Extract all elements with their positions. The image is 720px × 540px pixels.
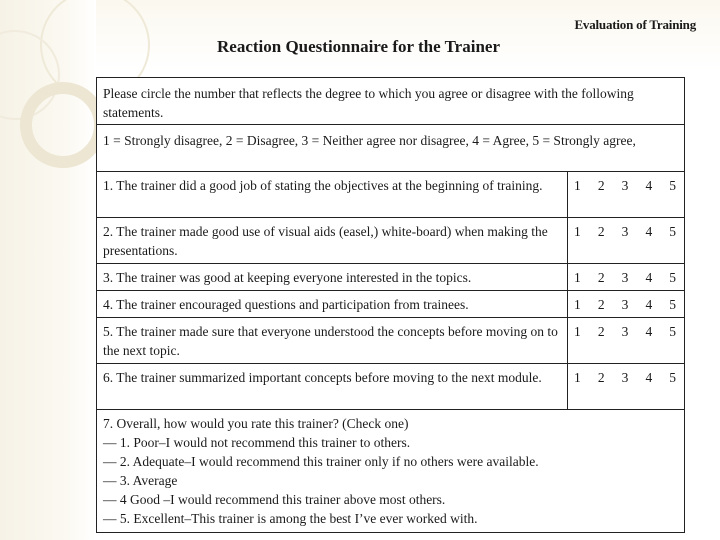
rating-option-5[interactable]: 5 [669, 178, 676, 193]
overall-option-1[interactable]: — 1. Poor–I would not recommend this trainer to others. [103, 435, 411, 450]
rating-option-1[interactable]: 1 [574, 324, 581, 339]
rating-option-4[interactable]: 4 [645, 270, 653, 285]
overall-option-3[interactable]: — 3. Average [103, 473, 178, 488]
question-row [97, 172, 684, 218]
rating-option-2[interactable]: 2 [597, 224, 605, 239]
instructions-row [97, 78, 684, 125]
rating-option-5[interactable]: 5 [669, 324, 676, 339]
rating-option-2[interactable]: 2 [597, 324, 605, 339]
rating-option-1[interactable]: 1 [574, 178, 581, 193]
rating-option-4[interactable]: 4 [645, 178, 653, 193]
overall-question: 7. Overall, how would you rate this trainer? (Check one) [103, 416, 409, 431]
page-title: Reaction Questionnaire for the Trainer [217, 37, 500, 56]
rating-option-5[interactable]: 5 [669, 370, 676, 385]
overall-option-4[interactable]: — 4 Good –I would recommend this trainer above most others. [103, 492, 446, 507]
instructions-text: Please circle the number that reflects the degree to which you agree or disagree with the following statements. [103, 86, 634, 120]
rating-scale [567, 218, 684, 263]
question-text: 2. The trainer made good use of visual aids (easel,) white-board) when making the presentations. [103, 224, 548, 258]
legend-row [97, 125, 684, 172]
overall-option-2[interactable]: — 2. Adequate–I would recommend this trainer only if no others were available. [103, 454, 539, 469]
rating-option-2[interactable]: 2 [597, 297, 605, 312]
rating-scale [567, 364, 684, 409]
rating-option-5[interactable]: 5 [669, 224, 676, 239]
section-header: Evaluation of Training [574, 17, 696, 32]
rating-option-3[interactable]: 3 [621, 224, 629, 239]
rating-scale [567, 318, 684, 363]
rating-option-3[interactable]: 3 [621, 178, 629, 193]
rating-option-1[interactable]: 1 [574, 224, 581, 239]
question-text: 1. The trainer did a good job of stating the objectives at the beginning of training. [103, 178, 543, 193]
rating-option-4[interactable]: 4 [645, 324, 653, 339]
rating-option-4[interactable]: 4 [645, 370, 653, 385]
rating-option-2[interactable]: 2 [597, 178, 605, 193]
rating-scale [567, 264, 684, 290]
question-text: 4. The trainer encouraged questions and participation from trainees. [103, 297, 469, 312]
rating-option-3[interactable]: 3 [621, 370, 629, 385]
question-text: 3. The trainer was good at keeping everyone interested in the topics. [103, 270, 472, 285]
rating-option-5[interactable]: 5 [669, 270, 676, 285]
rating-option-4[interactable]: 4 [645, 224, 653, 239]
rating-option-1[interactable]: 1 [574, 370, 581, 385]
question-text: 5. The trainer made sure that everyone understood the concepts before moving on to the next topic. [103, 324, 558, 358]
overall-rating-row [97, 410, 684, 532]
question-text: 6. The trainer summarized important concepts before moving to the next module. [103, 370, 542, 385]
overall-option-5[interactable]: — 5. Excellent–This trainer is among the best I’ve ever worked with. [103, 511, 478, 526]
rating-option-2[interactable]: 2 [597, 270, 605, 285]
question-row [97, 364, 684, 410]
rating-option-4[interactable]: 4 [645, 297, 653, 312]
scale-legend: 1 = Strongly disagree, 2 = Disagree, 3 = Neither agree nor disagree, 4 = Agree, 5 = Strongly agree, [103, 133, 636, 148]
rating-option-5[interactable]: 5 [669, 297, 676, 312]
question-row [97, 264, 684, 291]
rating-option-3[interactable]: 3 [621, 324, 629, 339]
rating-scale [567, 291, 684, 317]
rating-option-1[interactable]: 1 [574, 270, 581, 285]
questionnaire-table [96, 77, 685, 533]
decorative-ring [20, 82, 106, 168]
rating-option-3[interactable]: 3 [621, 270, 629, 285]
question-row [97, 291, 684, 318]
rating-option-1[interactable]: 1 [574, 297, 581, 312]
rating-option-2[interactable]: 2 [597, 370, 605, 385]
rating-option-3[interactable]: 3 [621, 297, 629, 312]
question-row [97, 218, 684, 264]
question-row [97, 318, 684, 364]
rating-scale [567, 172, 684, 217]
